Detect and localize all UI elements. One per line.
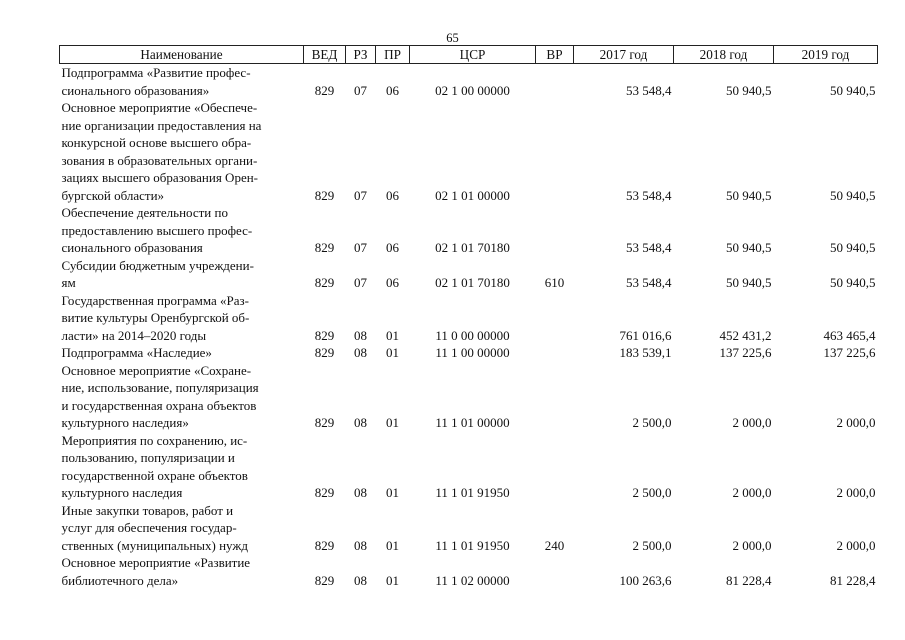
- cell-name: [60, 432, 304, 502]
- cell-2018: 452 431,2: [719, 327, 772, 343]
- cell-2019: 50 940,5: [830, 82, 876, 98]
- cell-2017: 2 500,0: [632, 485, 672, 500]
- cell-2018: 50 940,5: [726, 275, 772, 290]
- cell-ved: 829: [314, 240, 335, 255]
- cell-2017: 761 016,6: [619, 327, 672, 343]
- cell-csr: 11 1 00 00000: [435, 345, 510, 360]
- name-line: ние организации предоставления на: [61, 117, 262, 133]
- name-line: конкурсной основе высшего обра-: [61, 135, 252, 150]
- cell-ved: 829: [314, 82, 335, 98]
- cell-csr: 02 1 00 00000: [435, 82, 510, 98]
- cell-rz: 07: [354, 187, 367, 203]
- cell-ved: 829: [314, 537, 335, 553]
- name-line: бургской области»: [61, 187, 165, 203]
- cell-ved: 829: [314, 485, 335, 500]
- name-line: пользованию, популяризации и: [61, 450, 235, 465]
- cell-vr: [536, 64, 574, 100]
- header-rz: РЗ: [346, 46, 376, 64]
- header-csr: ЦСР: [410, 46, 536, 64]
- cell-2017: 183 539,1: [619, 345, 672, 360]
- name-line: Государственная программа «Раз-: [61, 292, 249, 308]
- cell-csr: 02 1 01 70180: [435, 240, 510, 255]
- cell-vr: [536, 362, 574, 432]
- name-line: Основное мероприятие «Обеспече-: [61, 100, 258, 115]
- cell-2017: 53 548,4: [626, 275, 672, 290]
- cell-vr: [536, 344, 574, 362]
- cell-pr: 06: [386, 82, 399, 98]
- table-row: [60, 257, 878, 292]
- header-pr: ПР: [376, 46, 410, 64]
- cell-2019: 50 940,5: [830, 240, 876, 255]
- cell-2019: 2 000,0: [836, 415, 876, 430]
- name-line: Подпрограмма «Наследие»: [61, 345, 212, 360]
- cell-name: [60, 204, 304, 257]
- cell-2019: 2 000,0: [836, 537, 876, 553]
- cell-ved: 829: [314, 275, 335, 290]
- cell-rz: 08: [354, 327, 367, 343]
- header-2018: 2018 год: [674, 46, 774, 64]
- header-name: Наименование: [60, 46, 304, 64]
- name-line: сионального образования»: [61, 82, 210, 98]
- cell-2019: 50 940,5: [830, 275, 876, 290]
- name-line: предоставлению высшего профес-: [61, 222, 253, 238]
- cell-csr: 11 1 01 91950: [435, 537, 510, 553]
- table-row: [60, 64, 878, 100]
- cell-vr: [536, 292, 574, 345]
- cell-rz: 08: [354, 415, 367, 430]
- name-line: услуг для обеспечения государ-: [61, 520, 237, 535]
- cell-csr: 11 1 02 00000: [435, 572, 510, 588]
- cell-2017: 100 263,6: [619, 572, 672, 588]
- cell-vr: [536, 204, 574, 257]
- cell-rz: 08: [354, 485, 367, 500]
- cell-pr: 01: [386, 327, 399, 343]
- name-line: ям: [61, 275, 76, 290]
- name-line: Субсидии бюджетным учреждени-: [61, 257, 254, 273]
- cell-2019: 463 465,4: [823, 327, 876, 343]
- name-line: зациях высшего образования Орен-: [61, 170, 258, 185]
- cell-ved: 829: [314, 415, 335, 430]
- cell-vr: [536, 99, 574, 204]
- cell-2018: 50 940,5: [726, 240, 772, 255]
- cell-csr: 02 1 01 70180: [435, 275, 510, 290]
- cell-pr: 01: [386, 485, 399, 500]
- cell-2018: 50 940,5: [726, 187, 772, 203]
- name-line: ние, использование, популяризация: [61, 380, 259, 395]
- name-line: и государственная охрана объектов: [61, 397, 257, 413]
- cell-2017: 53 548,4: [626, 82, 672, 98]
- name-line: ственных (муниципальных) нужд: [61, 537, 248, 553]
- cell-2019: 137 225,6: [823, 345, 876, 360]
- cell-2018: 2 000,0: [732, 415, 772, 430]
- name-line: Основное мероприятие «Развитие: [61, 555, 251, 570]
- name-line: культурного наследия»: [61, 415, 189, 430]
- table-row: [60, 554, 878, 589]
- cell-pr: 01: [386, 345, 399, 360]
- cell-pr: 01: [386, 415, 399, 430]
- cell-vr: 610: [544, 275, 565, 290]
- table-row: [60, 292, 878, 345]
- cell-2018: 81 228,4: [726, 572, 772, 588]
- cell-2017: 2 500,0: [632, 415, 672, 430]
- name-line: культурного наследия: [61, 485, 183, 500]
- budget-table: [59, 45, 878, 589]
- name-line: Подпрограмма «Развитие профес-: [61, 65, 251, 80]
- name-line: Обеспечение деятельности по: [61, 205, 228, 220]
- table-row: [60, 344, 878, 362]
- cell-rz: 07: [354, 275, 367, 290]
- cell-rz: 08: [354, 572, 367, 588]
- cell-csr: 11 1 01 00000: [435, 415, 510, 430]
- name-line: библиотечного дела»: [61, 572, 179, 588]
- name-line: Мероприятия по сохранению, ис-: [61, 432, 248, 448]
- cell-pr: 06: [386, 187, 399, 203]
- cell-2018: 2 000,0: [732, 537, 772, 553]
- header-ved: ВЕД: [304, 46, 346, 64]
- cell-2017: 53 548,4: [626, 240, 672, 255]
- cell-pr: 06: [386, 240, 399, 255]
- name-line: витие культуры Оренбургской об-: [61, 310, 250, 325]
- cell-vr: [536, 554, 574, 589]
- cell-csr: 02 1 01 00000: [435, 187, 510, 203]
- cell-2019: 81 228,4: [830, 572, 876, 588]
- cell-pr: 06: [386, 275, 399, 290]
- cell-ved: 829: [314, 572, 335, 588]
- cell-ved: 829: [314, 187, 335, 203]
- name-line: государственной охране объектов: [61, 467, 248, 483]
- cell-name: [60, 99, 304, 204]
- cell-name: [60, 64, 304, 100]
- cell-csr: 11 0 00 00000: [435, 327, 510, 343]
- cell-vr: [536, 432, 574, 502]
- cell-ved: 829: [314, 327, 335, 343]
- name-line: зования в образовательных органи-: [61, 152, 258, 168]
- table-row: [60, 99, 878, 204]
- cell-rz: 07: [354, 82, 367, 98]
- page-number: 65: [446, 31, 459, 45]
- header-row: [60, 46, 878, 64]
- table-row: [60, 432, 878, 502]
- cell-2018: 2 000,0: [732, 485, 772, 500]
- table-row: [60, 502, 878, 555]
- cell-rz: 08: [354, 345, 367, 360]
- cell-name: [60, 257, 304, 292]
- cell-name: [60, 292, 304, 345]
- name-line: сионального образования: [61, 240, 203, 255]
- cell-rz: 07: [354, 240, 367, 255]
- cell-2017: 2 500,0: [632, 537, 672, 553]
- cell-name: [60, 362, 304, 432]
- header-2019: 2019 год: [774, 46, 878, 64]
- table-row: [60, 362, 878, 432]
- table-row: [60, 204, 878, 257]
- cell-pr: 01: [386, 572, 399, 588]
- cell-2018: 137 225,6: [719, 345, 772, 360]
- cell-csr: 11 1 01 91950: [435, 485, 510, 500]
- cell-ved: 829: [314, 345, 335, 360]
- name-line: Иные закупки товаров, работ и: [61, 502, 234, 518]
- cell-name: [60, 502, 304, 555]
- cell-name: [60, 344, 304, 362]
- table-body: [60, 64, 878, 590]
- cell-vr: 240: [544, 537, 565, 553]
- name-line: Основное мероприятие «Сохране-: [61, 362, 252, 378]
- header-vr: ВР: [536, 46, 574, 64]
- cell-2017: 53 548,4: [626, 187, 672, 203]
- name-line: ласти» на 2014–2020 годы: [61, 327, 207, 343]
- cell-2019: 50 940,5: [830, 187, 876, 203]
- cell-pr: 01: [386, 537, 399, 553]
- cell-2018: 50 940,5: [726, 82, 772, 98]
- cell-name: [60, 554, 304, 589]
- cell-rz: 08: [354, 537, 367, 553]
- header-2017: 2017 год: [574, 46, 674, 64]
- cell-2019: 2 000,0: [836, 485, 876, 500]
